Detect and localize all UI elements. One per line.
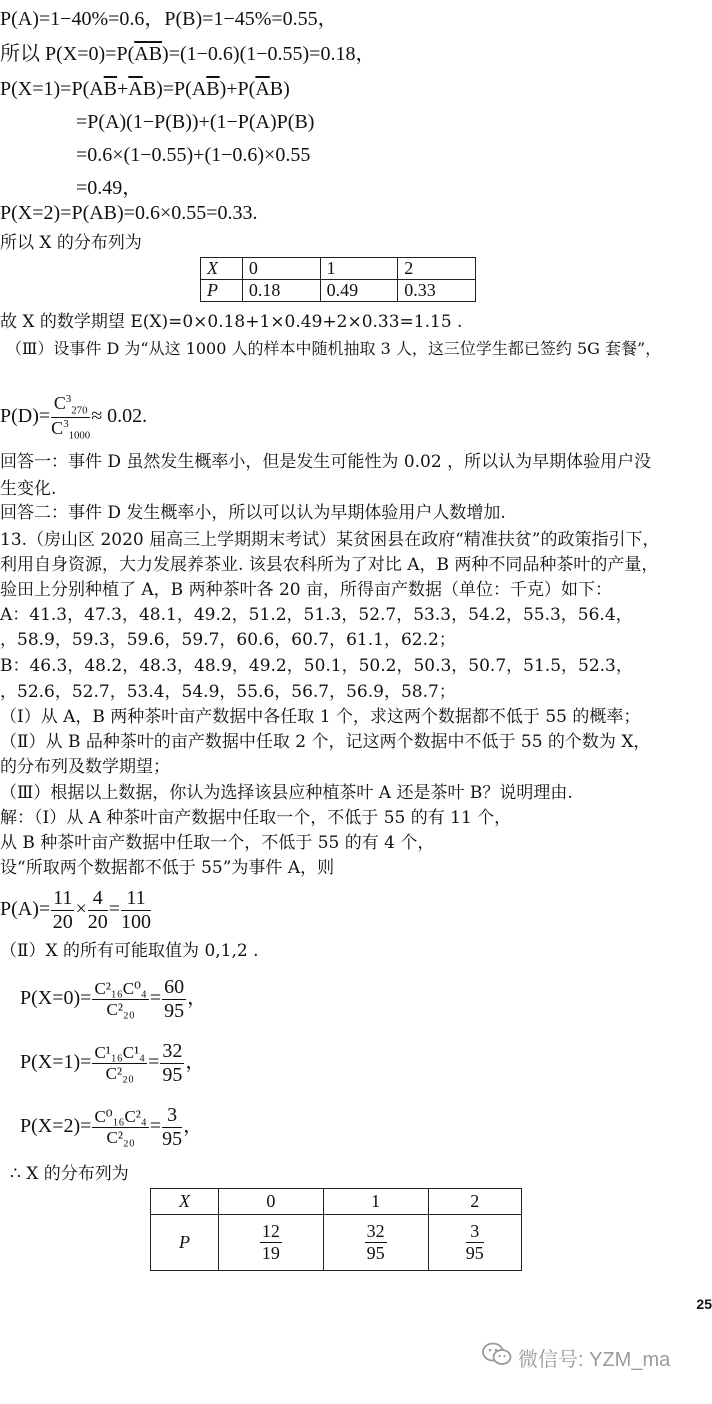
table-cell: 1	[323, 1189, 428, 1215]
table-cell: P	[201, 280, 243, 302]
distribution-table-1	[200, 257, 476, 302]
expectation-line: 故 X 的数学期望 E(X)=0×0.18+1×0.49+2×0.33=1.15 .	[0, 312, 463, 332]
data-b-1: B：46.3，48.2，48.3，48.9，49.2，50.1，50.2，50.3，50.7，51.5，52.3，	[0, 656, 633, 676]
table-cell: 0.18	[242, 280, 320, 302]
eq-px1: $P(X=1)=P(A\overline{B}+\overline{A}B)=P(A\overline{B})+P(\overline{A}B)$	[0, 78, 290, 100]
dist-intro-1: 所以 X 的分布列为	[0, 233, 142, 253]
page-number: 25	[696, 1296, 712, 1312]
solution-3: 设“所取两个数据都不低于 55”为事件 A，则	[0, 858, 335, 878]
wechat-icon	[482, 1341, 512, 1373]
part3-statement: （Ⅲ）设事件 D 为“从这 1000 人的样本中随机抽取 3 人，这三位学生都已签约 5G 套餐”，	[6, 339, 662, 358]
distribution-table-2	[150, 1188, 522, 1271]
table-cell: 0	[218, 1189, 323, 1215]
table-cell: 0	[242, 258, 320, 280]
problem13-title: 13.（房山区 2020 届高三上学期期末考试）某贫困县在政府“精准扶贫”的政策指引下，	[0, 530, 660, 550]
table-row	[151, 1215, 522, 1271]
question-3: （Ⅲ）根据以上数据，你认为选择该县应种植茶叶 A 还是茶叶 B？说明理由.	[0, 783, 573, 803]
data-a-2: ，58.9，59.3，59.6，59.7，60.6，60.7，61.1，62.2；	[0, 630, 456, 650]
table-row	[201, 258, 476, 280]
eq-px2: P(X=2)=P(AB)=0.6×0.55=0.33.	[0, 202, 258, 224]
watermark	[482, 1341, 670, 1373]
eq-x0: P(X=0)= $\frac{\text{C²₁₆C⁰₄}}{\text{C²₂₀}}$ = $\frac{60}{95}$ ，	[20, 975, 208, 1022]
values-line: （Ⅱ）X 的所有可能取值为 0,1,2 .	[0, 941, 259, 961]
eq-px1-step2: =P(A)(1−P(B))+(1−P(A)P(B)	[76, 111, 315, 133]
question-2: （Ⅱ）从 B 品种茶叶的亩产数据中任取 2 个，记这两个数据中不低于 55 的个数为 X，	[0, 732, 651, 752]
data-b-2: ，52.6，52.7，53.4，54.9，55.6，56.7，56.9，58.7；	[0, 682, 456, 702]
problem13-line2: 利用自身资源，大力发展养茶业. 该县农科所为了对比 A，B 两种不同品种茶叶的产量，	[0, 555, 659, 575]
question-1: （Ⅰ）从 A，B 两种茶叶亩产数据中各任取 1 个，求这两个数据都不低于 55 的概率；	[0, 707, 641, 727]
solution-1: 解：（Ⅰ）从 A 种茶叶亩产数据中任取一个，不低于 55 的有 11 个，	[0, 808, 512, 828]
problem13-line3: 验田上分别种植了 A，B 两种茶叶各 20 亩，所得亩产数据（单位：千克）如下：	[0, 580, 613, 600]
table-cell: $\frac{32}{95}$	[323, 1215, 428, 1271]
question-2-cont: 的分布列及数学期望；	[0, 757, 170, 777]
table-cell: 0.49	[320, 280, 398, 302]
table-cell: X	[151, 1189, 219, 1215]
eq-prob-a-b: P(A)=1−40%=0.6，P(B)=1−45%=0.55，	[0, 8, 338, 30]
dist-intro-2: ∴ X 的分布列为	[10, 1164, 129, 1184]
table-cell: $\frac{12}{19}$	[218, 1215, 323, 1271]
answer-two: 回答二：事件 D 发生概率小，所以可以认为早期体验用户人数增加.	[0, 503, 506, 523]
eq-pa: P(A)= $\frac{11}{20}$ × $\frac{4}{20}$ = $\frac{11}{100}$	[0, 886, 151, 933]
answer-one-cont: 生变化.	[0, 479, 57, 499]
watermark-text: 微信号: YZM_ma	[518, 1348, 671, 1371]
eq-px1-step3: =0.6×(1−0.55)+(1−0.6)×0.55	[76, 144, 311, 166]
table-row	[201, 280, 476, 302]
table-row	[151, 1189, 522, 1215]
solution-2: 从 B 种茶叶亩产数据中任取一个，不低于 55 的有 4 个，	[0, 833, 435, 853]
table-cell: 0.33	[398, 280, 476, 302]
eq-px1-step4: =0.49，	[76, 177, 143, 199]
table-cell: $\frac{3}{95}$	[428, 1215, 521, 1271]
answer-one: 回答一：事件 D 虽然发生概率小，但是发生可能性为 0.02 ，所以认为早期体验用户没	[0, 452, 652, 472]
eq-pd: P(D)= $\frac{C^3_{270}}{C^3_{1000}}$ ≈ 0.02.	[0, 392, 148, 442]
eq-px0: 所以 $P(X=0)=P(\overline{A}\overline{B})=(1-0.6)(1-0.55)=0.18$，	[0, 43, 376, 65]
eq-x1: P(X=1)= $\frac{\text{C¹₁₆C¹₄}}{\text{C²₂₀}}$ = $\frac{32}{95}$ ，	[20, 1039, 206, 1086]
table-cell: X	[201, 258, 243, 280]
table-cell: P	[151, 1215, 219, 1271]
table-cell: 2	[398, 258, 476, 280]
table-cell: 2	[428, 1189, 521, 1215]
table-cell: 1	[320, 258, 398, 280]
data-a-1: A：41.3，47.3，48.1，49.2，51.2，51.3，52.7，53.3，54.2，55.3，56.4，	[0, 605, 633, 625]
eq-x2: P(X=2)= $\frac{\text{C⁰₁₆C²₄}}{\text{C²₂₀}}$ = $\frac{3}{95}$ ，	[20, 1103, 204, 1150]
